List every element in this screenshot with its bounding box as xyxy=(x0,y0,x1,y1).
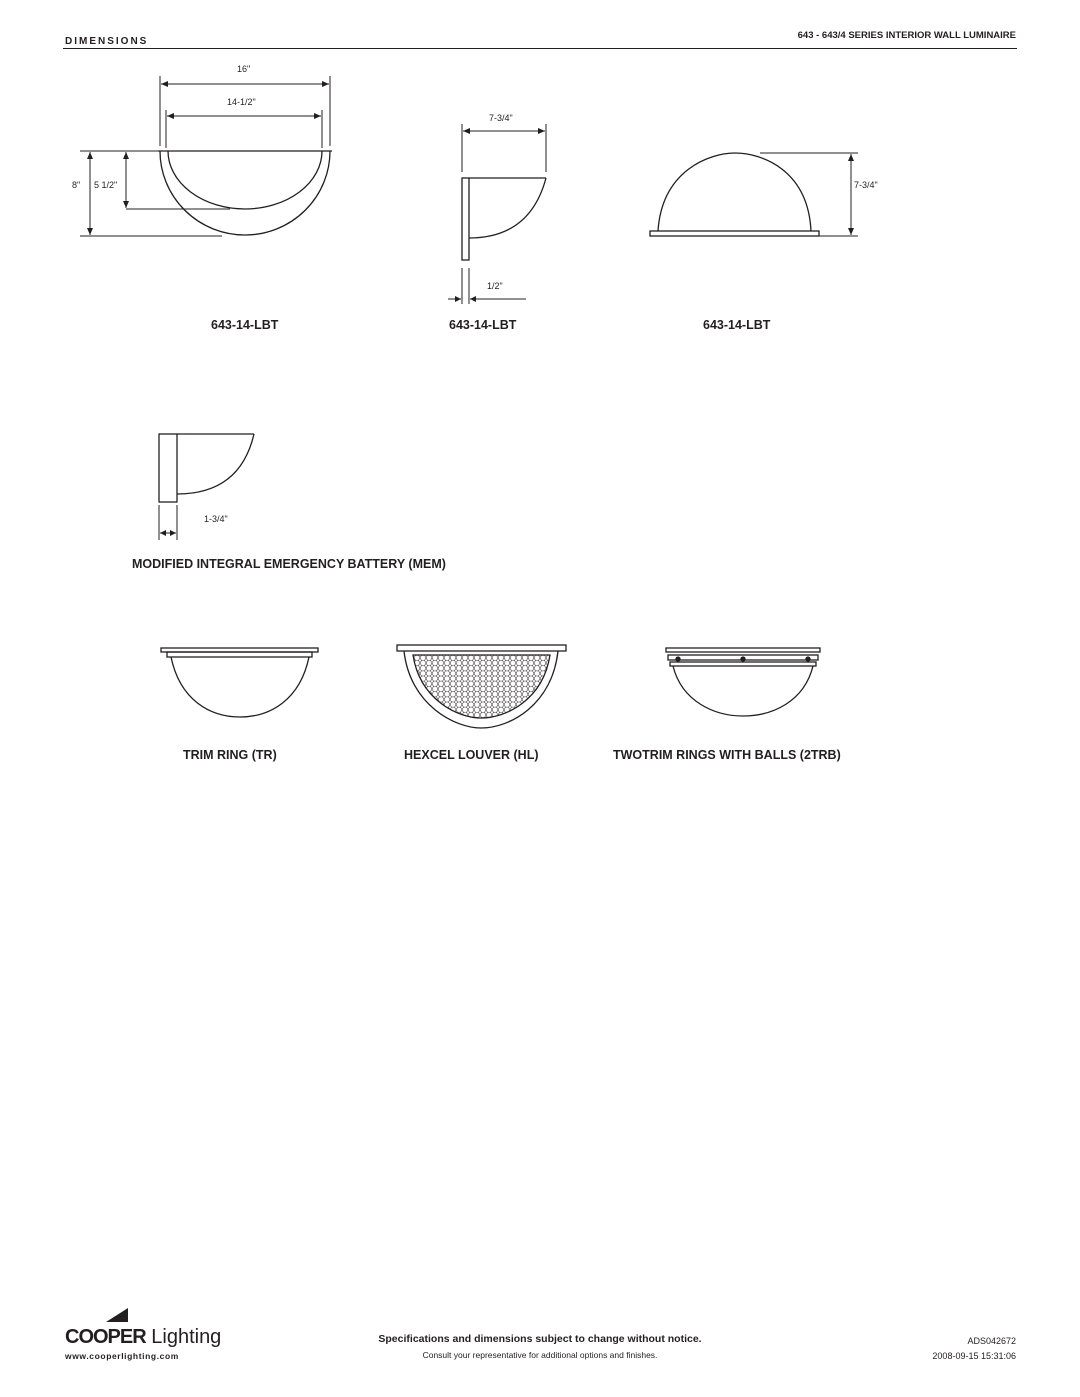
cooper-lighting-logo xyxy=(106,1308,128,1322)
caption-trim-ring: TRIM RING (TR) xyxy=(183,748,277,762)
trim-ring-drawing xyxy=(161,648,318,717)
front-view-drawing xyxy=(80,76,332,236)
two-trim-rings-drawing xyxy=(666,648,820,716)
footer-notice: Specifications and dimensions subject to change without notice. xyxy=(378,1333,702,1345)
caption-front-view: 643-14-LBT xyxy=(211,318,279,332)
hexcel-louver-drawing xyxy=(397,645,566,728)
caption-two-trim-rings: TWOTRIM RINGS WITH BALLS (2TRB) xyxy=(613,748,841,762)
dim-front-width-outer: 16" xyxy=(237,64,251,74)
logo-suffix: Lighting xyxy=(151,1326,222,1348)
mem-drawing xyxy=(159,434,254,540)
dim-front-height-outer: 8" xyxy=(72,180,81,190)
logo-brand: COOPER xyxy=(65,1326,146,1348)
side-view-drawing xyxy=(448,124,546,304)
dim-mem-plate: 1-3/4" xyxy=(204,514,228,524)
footer-consult: Consult your representative for additional options and finishes. xyxy=(422,1350,658,1360)
caption-hexcel-louver: HEXCEL LOUVER (HL) xyxy=(404,748,539,762)
document-date: 2008-09-15 15:31:06 xyxy=(932,1351,1016,1361)
caption-side-view: 643-14-LBT xyxy=(449,318,517,332)
dim-side-plate: 1/2" xyxy=(487,281,503,291)
dim-top-depth: 7-3/4" xyxy=(854,180,878,190)
top-view-drawing xyxy=(650,153,858,236)
logo-wordmark xyxy=(65,1326,221,1349)
caption-mem: MODIFIED INTEGRAL EMERGENCY BATTERY (MEM) xyxy=(132,557,446,571)
dim-side-depth: 7-3/4" xyxy=(489,113,513,123)
section-title: DIMENSIONS xyxy=(65,36,149,47)
website-link[interactable]: www.cooperlighting.com xyxy=(65,1351,179,1361)
caption-top-view: 643-14-LBT xyxy=(703,318,771,332)
document-code: ADS042672 xyxy=(967,1336,1016,1346)
document-title: 643 - 643/4 SERIES INTERIOR WALL LUMINAIRE xyxy=(797,30,1016,41)
dim-front-width-inner: 14-1/2" xyxy=(227,97,256,107)
dim-front-height-inner: 5 1/2" xyxy=(94,180,118,190)
